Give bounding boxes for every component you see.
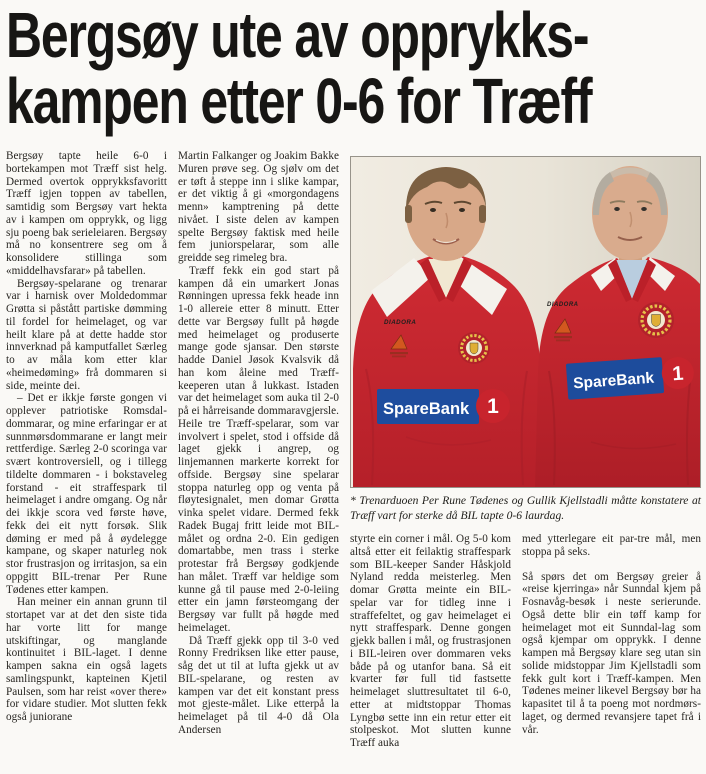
article-column-3 bbox=[350, 533, 511, 750]
article-column-2 bbox=[178, 150, 339, 737]
headline-line-1: Bergsøy ute av opprykks- bbox=[6, 0, 589, 71]
article-paragraph: – Det er ikkje første gongen vi opplever patriotiske Romsdal-dommarar, og mine erfaringar er at sunnmørsdommarane er langt meir rettferdige. Særleg 2-0 scoringa var svært kontroversiell, og i tillegg tildelte dommaren - i bokstaveleg forstand - eit straffespark til heimelaget i andre omgang. Og når dei ikkje scora ved første høve, fekk dei eit nytt forsøk. Slik døming er med på å øydelegge kampane, og skaper naturleg nok stor frustrasjon og irritasjon, sa ein oppgitt BIL-trenar Per Rune Tødenes etter kampen. bbox=[6, 392, 167, 596]
article-paragraph: Martin Falkanger og Joakim Bakke Muren prøve seg. Og sjølv om det er tøft å steppe inn i slike kampar, er det viktig å gi «morgondagens menn» kamptrening på dette nivået. I siste delen av kampen spelte Bergsøy faktisk med heile fem juniorspelarar, som alle greidde seg rimeleg bra. bbox=[178, 150, 339, 264]
article-paragraph: med ytterlegare eit par-tre mål, men stoppa på seks. bbox=[522, 533, 701, 558]
photo-caption: * Trenarduoen Per Rune Tødenes og Gullik Kjellstadli måtte konstatere at Træff vart for sterke då BIL tapte 0-6 laurdag. bbox=[350, 494, 701, 522]
article-paragraph: Bergsøy-spelarane og trenarar var i harnisk over Moldedommar Grøtta si påstått partiske dømming til fordel for heimelaget, og var heilt klare på at dette hadde stor innverknad på kamputfallet Særleg to av måla kom etter klar «heimedøming» frå dommaren si side, meinte dei. bbox=[6, 277, 167, 392]
sparebank-label: SpareBank bbox=[572, 369, 655, 393]
article-column-4 bbox=[522, 533, 701, 736]
trainers-photo-illustration bbox=[351, 157, 700, 487]
diadora-label: DIADORA bbox=[547, 302, 579, 308]
diadora-label: DIADORA bbox=[384, 319, 417, 326]
sparebank-number: 1 bbox=[487, 395, 499, 418]
article-paragraph: Han meiner ein annan grunn til stortapet var at det den siste tida har vorte litt for mange utskiftingar, og manglande kontinuitet i BIL-laget. I denne kampen sakna ein også lagets samlingspunkt, kapteinen Kjetil Paulsen, som har reist «over there» for vidare studier. Mot slutten fekk også juniorane bbox=[6, 596, 167, 723]
club-badge-icon bbox=[638, 302, 674, 338]
article-paragraph: Då Træff gjekk opp til 3-0 ved Ronny Fredriksen like etter pause, såg det ut til at lufta gjekk ut av BIL-spelarane, og resten av kampen var det eit konstant press mot gjeste-målet. Like etterpå la heimelaget på til 4-0 då Ola Andersen bbox=[178, 634, 339, 736]
news-photo-block bbox=[350, 156, 701, 523]
club-badge-icon bbox=[458, 332, 490, 364]
sparebank-label: SpareBank bbox=[383, 400, 470, 418]
article-headline bbox=[6, 0, 592, 137]
article-paragraph: Bergsøy tapte heile 6-0 i bortekampen mot Træff sist helg. Dermed overtok opprykksfavoritt Træff igjen toppen av tabellen, samtidig som Bergsøy vart hekta av i kampen om opprykk, og ligg sju poeng bak serieleiaren. Bergsøy må no konsentrere seg om å konsolidere stillinga som «middelhavsfarar» på tabellen. bbox=[6, 150, 167, 277]
article-column-1 bbox=[6, 150, 167, 724]
team-photo bbox=[350, 156, 701, 488]
headline-line-2: kampen etter 0-6 for Træff bbox=[6, 65, 592, 137]
sparebank-logo bbox=[377, 389, 510, 424]
article-paragraph: Så spørs det om Bergsøy greier å «reise kjerringa» når Sunndal kjem på Fosnavåg-besøk i neste serierunde. Også dette blir ein tøff kamp for heimelaget mot eit Sunndal-lag som også kjempar om opprykk. I denne kampen må Bergsøy klare seg utan sin solide midstoppar Jim Kjellstadli som fekk gult kort i Træff-kampen. Men Tødenes meiner likevel Bergsøy bør ha kapasitet til å ta poeng mot nordmørs-laget, og dermed revansjere tapet frå i vår. bbox=[522, 570, 701, 736]
article-paragraph: styrte ein corner i mål. Og 5-0 kom altså etter eit feilaktig straffespark som BIL-keeper Sander Håskjold Nyland redda meisterleg. Men domar Grøtta meinte ein BIL-spelar var for tidleg inne i straffefeltet, og gav heimelaget ei nytt straffespark. Denne gongen gjekk ballen i mål, og frustrasjonen i BIL-leiren over dommaren veks både på og utanfor bana. Så eit kvarter før full tid fastsette heimelaget sluttresultatet til 6-0, etter at midtstoppar Thomas Lyngbø sette inn ein retur etter eit stolpeskot. Mot slutten kunne Træff auka bbox=[350, 533, 511, 749]
article-paragraph: Træff fekk ein god start på kampen då ein umarkert Jonas Rønningen upressa fekk heade inn 1-0 allereie etter 8 minutt. Etter dette var Bergsøy fullt på høgde med heimelaget og produserte mange gode sjansar. Den største hadde Daniel Jøsok Kvalsvik då han kom åleine med Træff-keeperen utan å lukkast. Istaden var det heimelaget som auka til 2-0 på ei hårreisande dommaravgjersle. Heile tre Træff-spelarar, som var involvert i spelet, stod i offside då laget gjekk i angrep, og linjemannen markerte korrekt for offside. Bergsøy sine spelarar stoppa naturleg opp og venta på fløytesignalet, men domar Grøtta vinka spelet vidare. Dermed fekk Radek Bugaj fritt leide mot BIL-målet og ordna 2-0. Ein gedigen domartabbe, men trass i sterke protestar frå Bergsøy godkjende han målet. Træff var heldige som kunne gå til pause med 2-0-leiing etter ein jamn førsteomgang der Bergsøy var fullt på høgde med heimelaget. bbox=[178, 264, 339, 634]
sparebank-number: 1 bbox=[671, 362, 685, 386]
